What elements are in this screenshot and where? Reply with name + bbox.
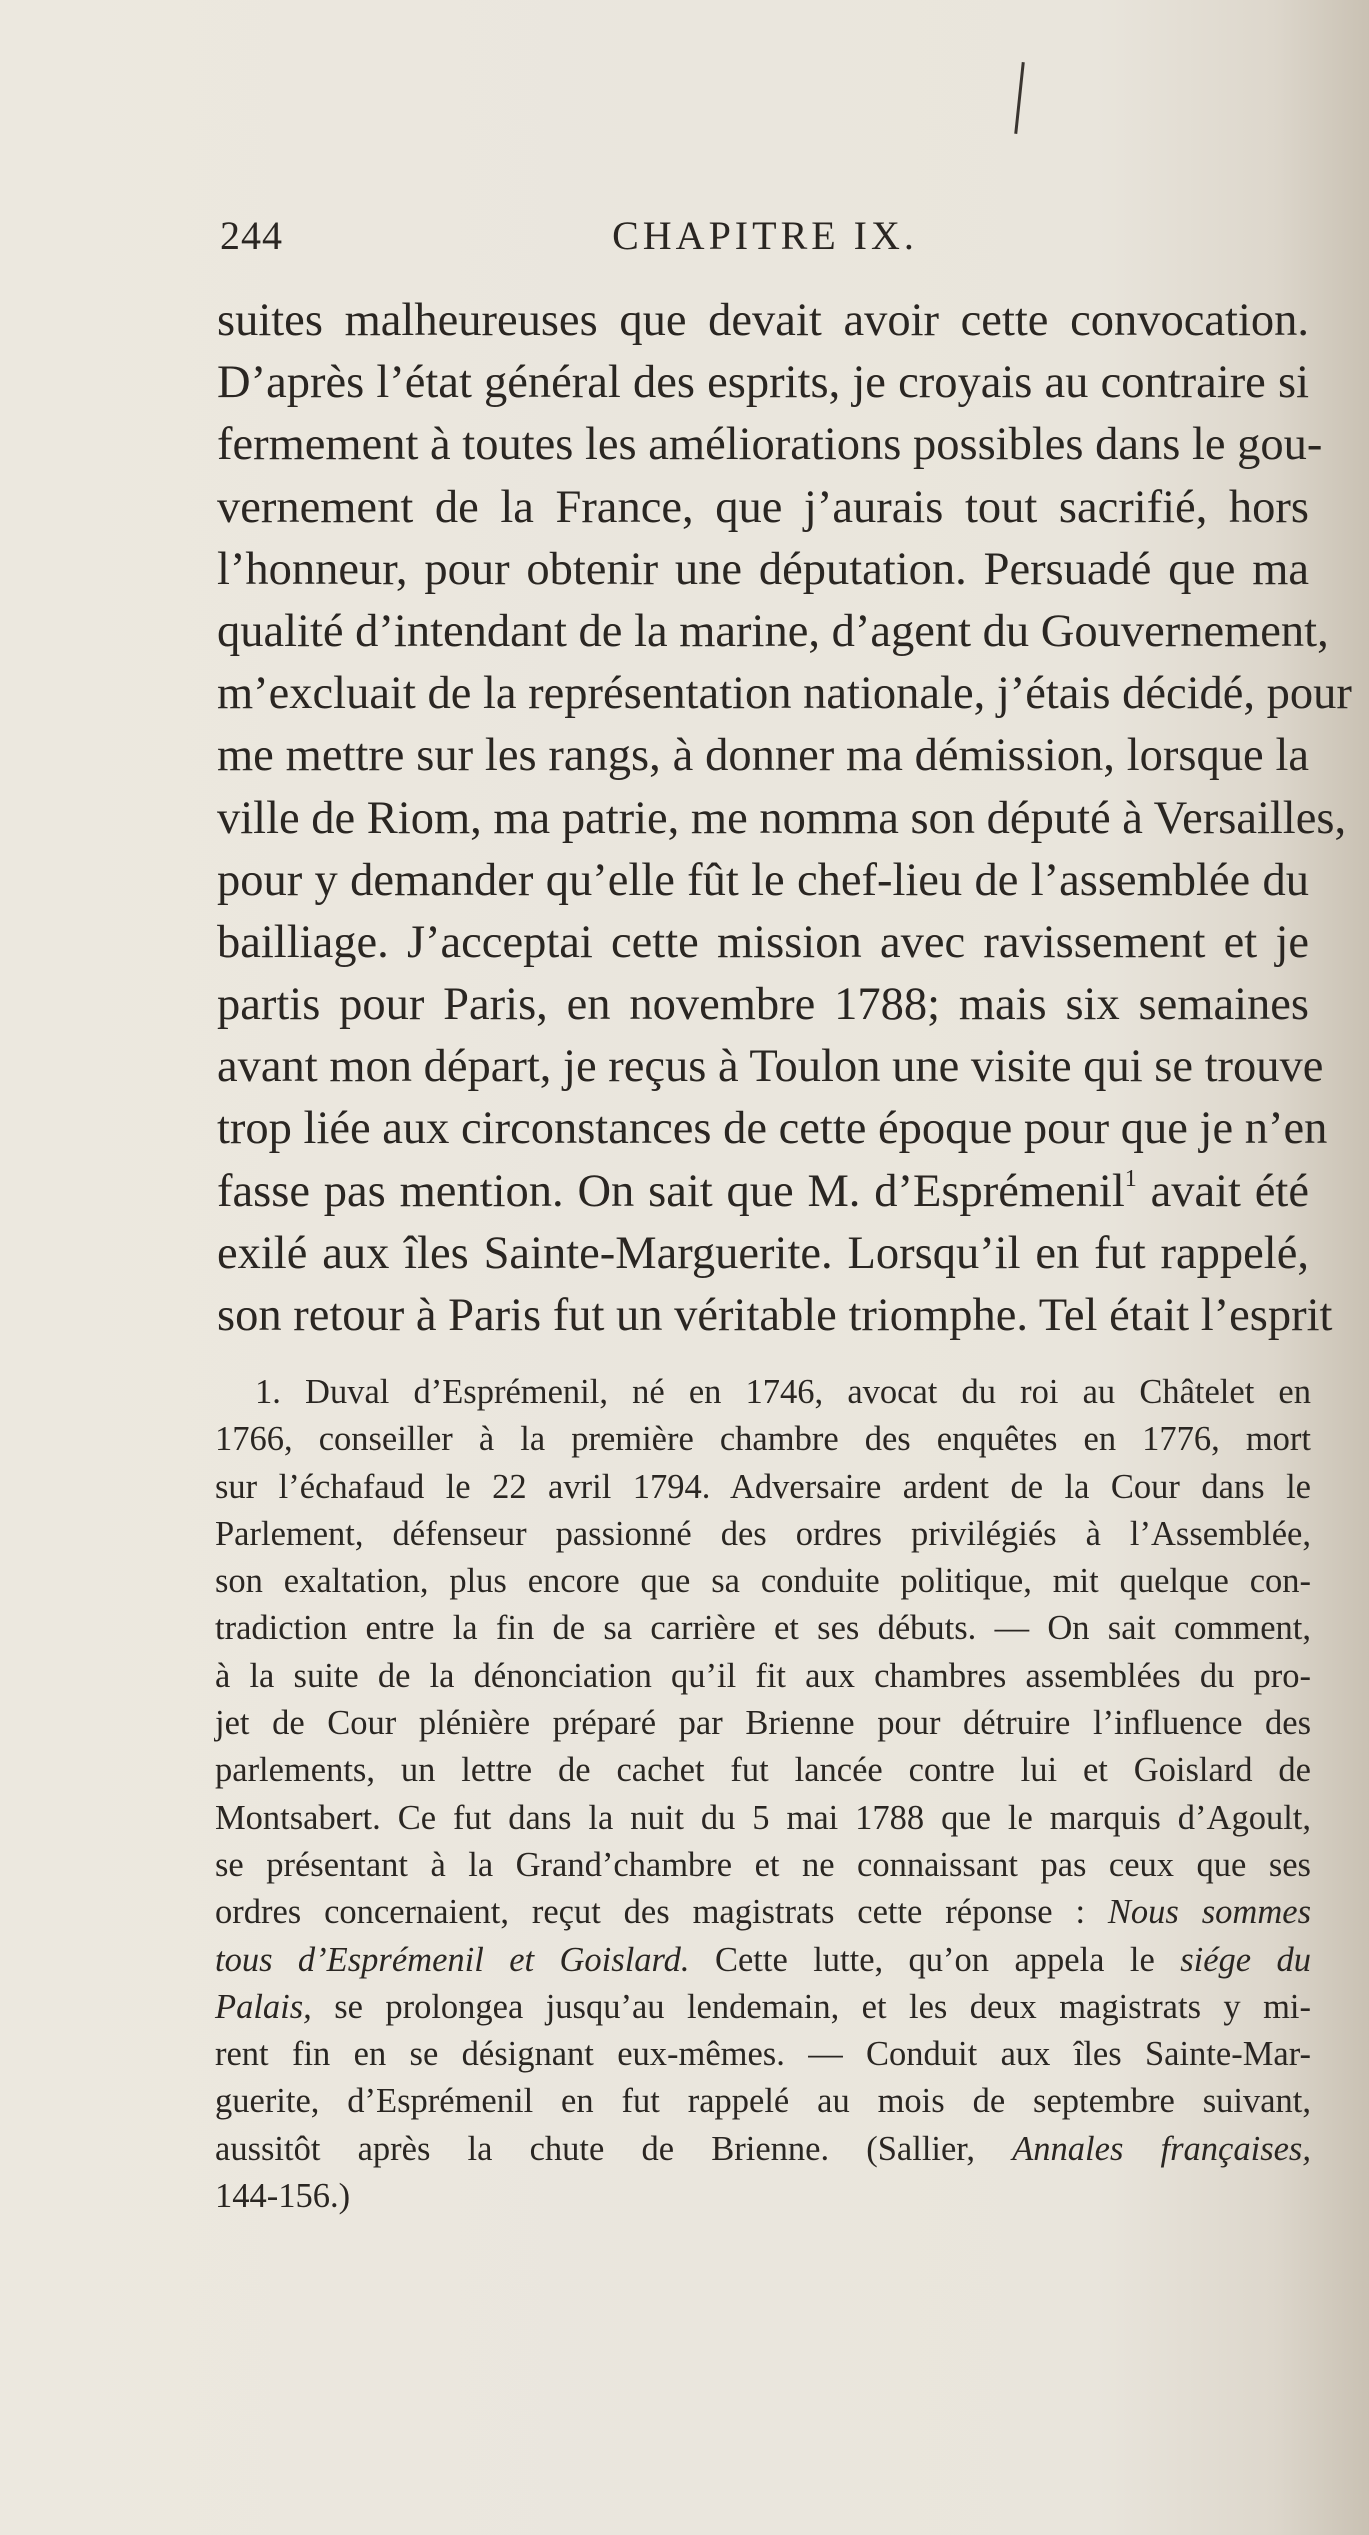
body-line: vernement de la France, que j’aurais tout sacrifié, hors	[217, 481, 1309, 533]
pencil-mark-icon	[1014, 62, 1025, 134]
body-line: D’après l’état général des esprits, je croyais au contraire si	[217, 357, 1309, 409]
footnote-line	[215, 1889, 1311, 1936]
footnote-line	[215, 2126, 1311, 2173]
footnote-line: à la suite de la dénonciation qu’il fit aux chambres assemblées du pro-	[215, 1656, 1311, 1695]
footnote-line	[215, 1984, 1311, 2031]
footnote-line: se présentant à la Grand’chambre et ne connaissant pas ceux que ses	[215, 1845, 1311, 1884]
footnote-line: Parlement, défenseur passionné des ordres privilégiés à l’Assemblée,	[215, 1514, 1311, 1553]
body-line: pour y demander qu’elle fût le chef-lieu de l’assemblée du	[217, 854, 1309, 906]
footnote-line: jet de Cour plénière préparé par Brienne pour détruire l’influence des	[215, 1704, 1311, 1743]
footnote-line: sur l’échafaud le 22 avril 1794. Adversaire ardent de la Cour dans le	[215, 1467, 1311, 1506]
body-line: son retour à Paris fut un véritable triomphe. Tel était l’esprit	[217, 1290, 1333, 1341]
body-line: l’honneur, pour obtenir une députation. Persuadé que ma	[217, 543, 1309, 595]
body-line: partis pour Paris, en novembre 1788; mais six semaines	[217, 979, 1309, 1031]
footnote-citation: Annales françaises,	[1012, 2129, 1311, 2168]
body-line: suites malheureuses que devait avoir cette convocation.	[217, 295, 1309, 346]
page-number: 244	[220, 213, 283, 258]
body-text	[217, 290, 1352, 1347]
footnote-line: Montsabert. Ce fut dans la nuit du 5 mai 1788 que le marquis d’Agoult,	[215, 1798, 1311, 1837]
body-line: ville de Riom, ma patrie, me nomma son député à Versailles,	[217, 792, 1347, 844]
footnote-text: ordres concernaient, reçut des magistrats cette réponse :	[215, 1893, 1086, 1932]
body-line: exilé aux îles Sainte-Marguerite. Lorsqu’il en fut rappelé,	[217, 1227, 1309, 1279]
footnote-line: guerite, d’Esprémenil en fut rappelé au mois de septembre suivant,	[215, 2082, 1311, 2121]
footnote-line	[215, 1937, 1311, 1984]
body-line: avant mon départ, je reçus à Toulon une visite qui se trouve	[217, 1041, 1324, 1093]
body-line-with-note	[217, 1161, 1309, 1223]
body-line: bailliage. J’acceptai cette mission avec ravissement et je	[217, 916, 1309, 968]
footnote-line: 1. Duval d’Esprémenil, né en 1746, avocat du roi au Châtelet en	[255, 1373, 1311, 1411]
body-line-text: fasse pas mention. On sait que M. d’Esprémenil	[217, 1165, 1125, 1217]
footnote-line: son exaltation, plus encore que sa conduite politique, mit quelque con-	[215, 1562, 1311, 1601]
footnote-text: Cette lutte, qu’on appela le	[689, 1940, 1155, 1979]
body-line-tail: avait été	[1136, 1165, 1309, 1217]
page-header	[220, 212, 1310, 272]
body-line: qualité d’intendant de la marine, d’agent du Gouvernement,	[217, 605, 1329, 657]
footnote	[215, 1369, 1311, 2220]
footnote-term: siége du	[1180, 1940, 1312, 1979]
body-line: fermement à toutes les améliorations possibles dans le gou-	[217, 419, 1323, 471]
footnote-line: tradiction entre la fin de sa carrière et ses débuts. — On sait comment,	[215, 1609, 1311, 1648]
running-head: CHAPITRE IX.	[612, 213, 918, 258]
footnote-quote: tous d’Esprémenil et Goislard.	[215, 1940, 690, 1979]
body-line: trop liée aux circonstances de cette époque pour que je n’en	[217, 1103, 1328, 1155]
footnote-quote: Nous sommes	[1107, 1893, 1311, 1932]
body-line: me mettre sur les rangs, à donner ma démission, lorsque la	[217, 730, 1309, 782]
footnote-line: rent fin en se désignant eux-mêmes. — Conduit aux îles Sainte-Mar-	[215, 2035, 1311, 2074]
footnote-text: se prolongea jusqu’au lendemain, et les deux magistrats y mi-	[311, 1987, 1311, 2026]
footnote-line: 144-156.)	[215, 2177, 351, 2216]
footnote-line: 1766, conseiller à la première chambre des enquêtes en 1776, mort	[215, 1420, 1311, 1459]
body-line: m’excluait de la représentation nationale, j’étais décidé, pour	[217, 668, 1352, 720]
footnote-line: parlements, un lettre de cachet fut lancée contre lui et Goislard de	[215, 1751, 1311, 1790]
footnote-term: Palais,	[215, 1987, 312, 2026]
footnote-reference[interactable]: 1	[1124, 1165, 1137, 1192]
footnote-text: aussitôt après la chute de Brienne. (Sallier,	[215, 2129, 976, 2168]
